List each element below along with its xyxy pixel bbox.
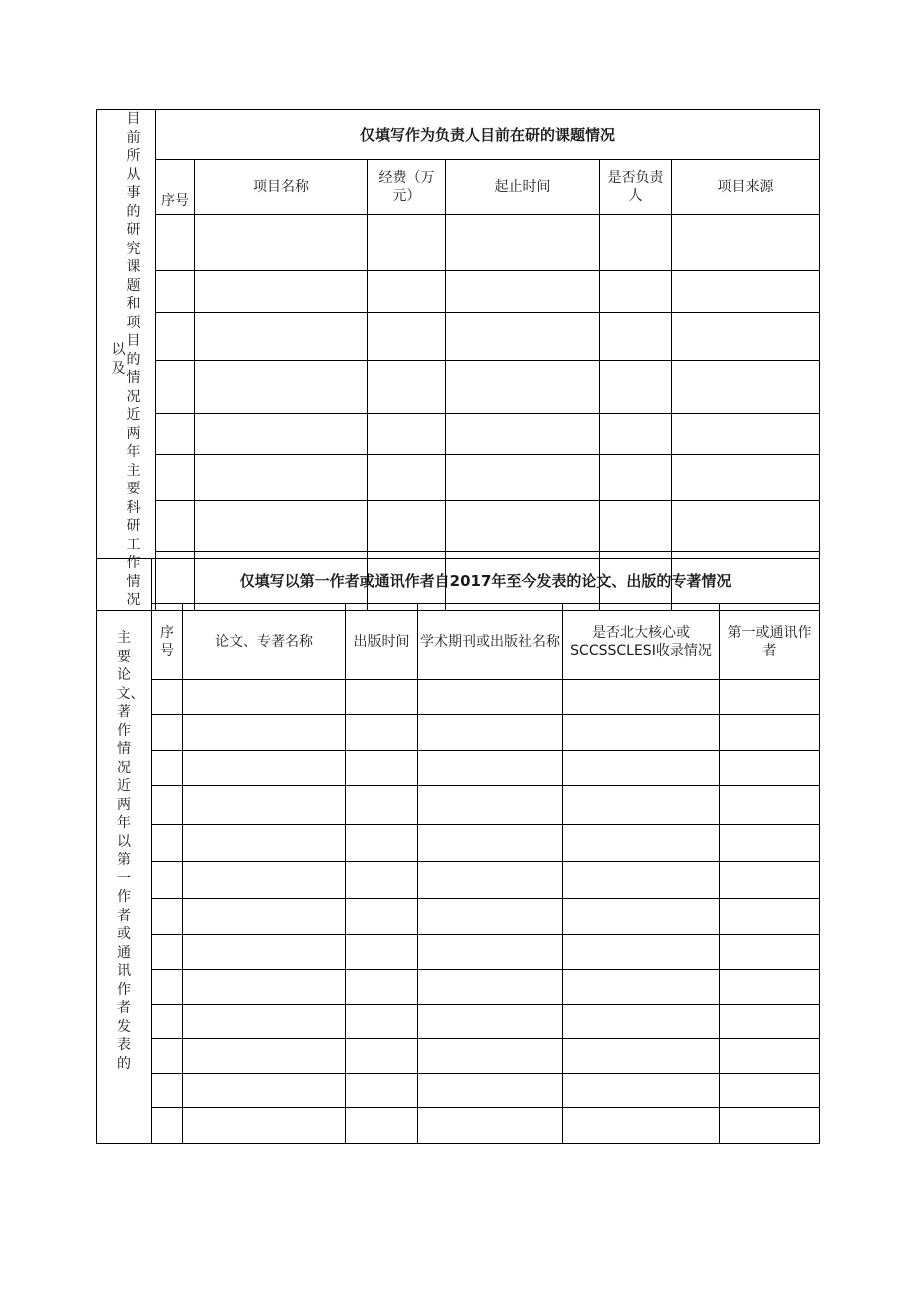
table-row bbox=[97, 1074, 820, 1108]
table-cell[interactable] bbox=[563, 786, 720, 825]
table-cell[interactable] bbox=[183, 825, 346, 862]
table-cell[interactable] bbox=[152, 970, 183, 1005]
section2-title: 仅填写以第一作者或通讯作者自2017年至今发表的论文、出版的专著情况 bbox=[152, 559, 820, 604]
table-cell[interactable] bbox=[183, 680, 346, 715]
table-cell[interactable] bbox=[672, 360, 820, 413]
table-cell[interactable] bbox=[446, 413, 600, 454]
table-cell[interactable] bbox=[418, 680, 563, 715]
table-cell[interactable] bbox=[672, 312, 820, 360]
table-cell[interactable] bbox=[156, 360, 195, 413]
table-cell[interactable] bbox=[346, 786, 418, 825]
table-cell[interactable] bbox=[346, 970, 418, 1005]
table-cell[interactable] bbox=[563, 1108, 720, 1144]
table-cell[interactable] bbox=[600, 454, 672, 501]
table-cell[interactable] bbox=[368, 501, 446, 551]
table-cell[interactable] bbox=[720, 899, 820, 935]
header-project-source: 项目来源 bbox=[672, 160, 820, 215]
table-cell[interactable] bbox=[600, 360, 672, 413]
header-first-corresponding-author: 第一或通讯作者 bbox=[720, 604, 820, 680]
table-cell[interactable] bbox=[563, 1039, 720, 1074]
table-row bbox=[97, 862, 820, 899]
header-paper-title: 论文、专著名称 bbox=[183, 604, 346, 680]
table-cell[interactable] bbox=[418, 751, 563, 786]
publications-table bbox=[96, 558, 820, 1144]
table-cell[interactable] bbox=[446, 360, 600, 413]
section1-header-row bbox=[97, 160, 820, 215]
table-cell[interactable] bbox=[446, 501, 600, 551]
section1-title: 仅填写作为负责人目前在研的课题情况 bbox=[156, 110, 820, 160]
table-cell[interactable] bbox=[346, 1074, 418, 1108]
table-row bbox=[97, 1039, 820, 1074]
table-cell[interactable] bbox=[563, 680, 720, 715]
table-cell[interactable] bbox=[195, 413, 368, 454]
table-cell[interactable] bbox=[195, 454, 368, 501]
table-cell[interactable] bbox=[183, 899, 346, 935]
table-cell[interactable] bbox=[195, 360, 368, 413]
table-cell[interactable] bbox=[563, 1074, 720, 1108]
table-cell[interactable] bbox=[418, 970, 563, 1005]
header-funding: 经费（万元） bbox=[368, 160, 446, 215]
table-cell[interactable] bbox=[183, 751, 346, 786]
table-row bbox=[97, 899, 820, 935]
table-cell[interactable] bbox=[418, 899, 563, 935]
header-project-name: 项目名称 bbox=[195, 160, 368, 215]
table-cell[interactable] bbox=[368, 454, 446, 501]
table-row bbox=[97, 312, 820, 360]
table-cell[interactable] bbox=[672, 270, 820, 312]
section1-side-label bbox=[97, 110, 156, 611]
table-cell[interactable] bbox=[368, 215, 446, 270]
section1-side-label-col2: 目前所从事的研究课题和项目的情况近两年主要科研工作情况 bbox=[126, 111, 141, 608]
table-cell[interactable] bbox=[720, 1005, 820, 1039]
table-cell[interactable] bbox=[418, 1074, 563, 1108]
table-cell[interactable] bbox=[672, 501, 820, 551]
table-row bbox=[97, 751, 820, 786]
table-cell[interactable] bbox=[346, 1108, 418, 1144]
table-cell[interactable] bbox=[563, 715, 720, 751]
table-cell[interactable] bbox=[368, 413, 446, 454]
table-cell[interactable] bbox=[195, 312, 368, 360]
header-index: 序号 bbox=[152, 604, 183, 680]
table-cell[interactable] bbox=[720, 935, 820, 970]
table-row bbox=[97, 1005, 820, 1039]
table-row bbox=[97, 715, 820, 751]
section1-side-label-col1: 以及 bbox=[111, 342, 126, 377]
table-cell[interactable] bbox=[156, 270, 195, 312]
table-cell[interactable] bbox=[156, 413, 195, 454]
table-cell[interactable] bbox=[346, 1039, 418, 1074]
section2-side-label-text: 主要论文、著作情况近两年以第一作者或通讯作者发表的 bbox=[116, 630, 145, 1072]
table-cell[interactable] bbox=[563, 899, 720, 935]
table-cell[interactable] bbox=[563, 825, 720, 862]
header-index: 序号 bbox=[156, 160, 195, 215]
table-cell[interactable] bbox=[152, 786, 183, 825]
table-cell[interactable] bbox=[600, 215, 672, 270]
table-cell[interactable] bbox=[368, 312, 446, 360]
table-row bbox=[97, 215, 820, 270]
table-cell[interactable] bbox=[152, 751, 183, 786]
table-cell[interactable] bbox=[346, 862, 418, 899]
table-cell[interactable] bbox=[446, 270, 600, 312]
table-cell[interactable] bbox=[720, 862, 820, 899]
table-cell[interactable] bbox=[418, 862, 563, 899]
table-row bbox=[97, 413, 820, 454]
table-row bbox=[97, 270, 820, 312]
table-row bbox=[97, 970, 820, 1005]
section2-side-label bbox=[97, 559, 152, 1144]
table-cell[interactable] bbox=[720, 715, 820, 751]
table-cell[interactable] bbox=[368, 360, 446, 413]
table-cell[interactable] bbox=[183, 862, 346, 899]
table-cell[interactable] bbox=[152, 1108, 183, 1144]
table-cell[interactable] bbox=[600, 501, 672, 551]
table-cell[interactable] bbox=[152, 1074, 183, 1108]
table-cell[interactable] bbox=[156, 454, 195, 501]
table-cell[interactable] bbox=[183, 1039, 346, 1074]
table-cell[interactable] bbox=[156, 312, 195, 360]
header-period: 起止时间 bbox=[446, 160, 600, 215]
header-publish-date: 出版时间 bbox=[346, 604, 418, 680]
table-cell[interactable] bbox=[418, 825, 563, 862]
table-cell[interactable] bbox=[346, 715, 418, 751]
table-cell[interactable] bbox=[720, 1074, 820, 1108]
research-projects-table bbox=[96, 109, 820, 611]
table-cell[interactable] bbox=[183, 935, 346, 970]
table-cell[interactable] bbox=[195, 270, 368, 312]
table-cell[interactable] bbox=[152, 680, 183, 715]
table-cell[interactable] bbox=[418, 786, 563, 825]
table-row bbox=[97, 1108, 820, 1144]
table-cell[interactable] bbox=[720, 751, 820, 786]
table-cell[interactable] bbox=[152, 1039, 183, 1074]
table-cell[interactable] bbox=[152, 899, 183, 935]
table-cell[interactable] bbox=[152, 715, 183, 751]
table-cell[interactable] bbox=[346, 1005, 418, 1039]
table-cell[interactable] bbox=[183, 786, 346, 825]
table-cell[interactable] bbox=[563, 862, 720, 899]
table-cell[interactable] bbox=[563, 751, 720, 786]
section2-header-row bbox=[97, 604, 820, 680]
table-cell[interactable] bbox=[720, 1039, 820, 1074]
table-cell[interactable] bbox=[600, 270, 672, 312]
header-journal-publisher: 学术期刊或出版社名称 bbox=[418, 604, 563, 680]
table-cell[interactable] bbox=[152, 825, 183, 862]
table-cell[interactable] bbox=[563, 970, 720, 1005]
table-cell[interactable] bbox=[346, 825, 418, 862]
table-cell[interactable] bbox=[183, 970, 346, 1005]
table-cell[interactable] bbox=[418, 935, 563, 970]
table-row bbox=[97, 680, 820, 715]
table-cell[interactable] bbox=[418, 715, 563, 751]
table-cell[interactable] bbox=[418, 1005, 563, 1039]
table-cell[interactable] bbox=[346, 935, 418, 970]
table-cell[interactable] bbox=[672, 215, 820, 270]
table-cell[interactable] bbox=[183, 1108, 346, 1144]
table-cell[interactable] bbox=[720, 680, 820, 715]
table-cell[interactable] bbox=[183, 715, 346, 751]
table-cell[interactable] bbox=[720, 1108, 820, 1144]
table-cell[interactable] bbox=[600, 312, 672, 360]
table-cell[interactable] bbox=[346, 680, 418, 715]
table-cell[interactable] bbox=[346, 751, 418, 786]
table-row bbox=[97, 935, 820, 970]
table-cell[interactable] bbox=[152, 935, 183, 970]
header-is-leader: 是否负责人 bbox=[600, 160, 672, 215]
table-row bbox=[97, 454, 820, 501]
table-cell[interactable] bbox=[563, 935, 720, 970]
table-row bbox=[97, 360, 820, 413]
table-cell[interactable] bbox=[183, 1074, 346, 1108]
table-cell[interactable] bbox=[446, 312, 600, 360]
table-cell[interactable] bbox=[156, 215, 195, 270]
table-cell[interactable] bbox=[183, 1005, 346, 1039]
table-row bbox=[97, 501, 820, 551]
table-cell[interactable] bbox=[563, 1005, 720, 1039]
header-index-status: 是否北大核心或SCCSSCLESI收录情况 bbox=[563, 604, 720, 680]
table-row bbox=[97, 786, 820, 825]
table-cell[interactable] bbox=[418, 1108, 563, 1144]
table-cell[interactable] bbox=[446, 454, 600, 501]
table-row bbox=[97, 825, 820, 862]
table-cell[interactable] bbox=[720, 825, 820, 862]
table-cell[interactable] bbox=[195, 501, 368, 551]
table-cell[interactable] bbox=[152, 1005, 183, 1039]
table-cell[interactable] bbox=[418, 1039, 563, 1074]
table-cell[interactable] bbox=[156, 501, 195, 551]
table-cell[interactable] bbox=[346, 899, 418, 935]
table-cell[interactable] bbox=[672, 454, 820, 501]
table-cell[interactable] bbox=[368, 270, 446, 312]
table-cell[interactable] bbox=[600, 413, 672, 454]
table-cell[interactable] bbox=[446, 215, 600, 270]
table-cell[interactable] bbox=[672, 413, 820, 454]
table-cell[interactable] bbox=[152, 862, 183, 899]
table-cell[interactable] bbox=[720, 786, 820, 825]
table-cell[interactable] bbox=[720, 970, 820, 1005]
table-cell[interactable] bbox=[195, 215, 368, 270]
